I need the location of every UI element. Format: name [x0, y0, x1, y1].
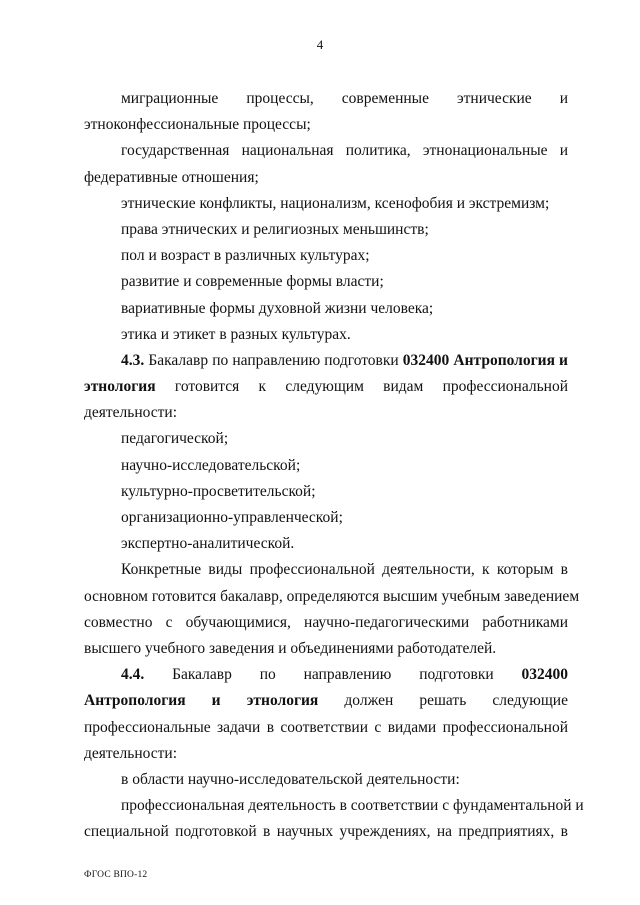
program-name: этнология — [84, 378, 156, 396]
paragraph-line: деятельности: — [84, 404, 178, 422]
list-item: развитие и современные формы власти; — [121, 273, 384, 291]
program-name: Антропология и этнология — [84, 692, 319, 710]
list-item: организационно-управленческой; — [121, 509, 343, 526]
section-text: должен решать следующие — [318, 692, 568, 710]
document-body — [84, 86, 584, 845]
section-heading-4-3 — [84, 348, 568, 374]
list-item: в области научно-исследовательской деятельности: — [121, 770, 460, 788]
paragraph-line: высшего учебного заведения и объединениями работодателей. — [84, 639, 497, 657]
paragraph-line: этноконфессиональные процессы; — [84, 116, 311, 134]
paragraph-line: федеративные отношения; — [84, 168, 259, 186]
section-text: готовится к следующим видам профессиональной — [155, 378, 568, 396]
paragraph-line: деятельности: — [84, 744, 178, 762]
paragraph-line — [84, 688, 568, 714]
section-number: 4.4. — [121, 666, 145, 684]
paragraph-line: профессиональные задачи в соответствии с видами профессиональной — [84, 718, 568, 736]
list-item: экспертно-аналитической. — [121, 535, 295, 553]
paragraph-line: миграционные процессы, современные этнические и — [121, 90, 568, 107]
list-item: научно-исследовательской; — [121, 456, 301, 474]
footer-label: ФГОС ВПО-12 — [84, 870, 148, 880]
section-text: Бакалавр по направлению подготовки — [144, 351, 403, 369]
section-heading-4-4 — [84, 662, 568, 688]
list-item: педагогической; — [121, 430, 229, 448]
paragraph-line: Конкретные виды профессиональной деятельности, к которым в — [121, 561, 568, 579]
list-item: этика и этикет в разных культурах. — [121, 325, 351, 343]
section-number: 4.3. — [121, 351, 145, 369]
list-item: пол и возраст в различных культурах; — [121, 247, 370, 265]
paragraph-line: профессиональная деятельность в соответствии с фундаментальной и — [121, 797, 584, 815]
list-item: культурно-просветительской; — [121, 482, 316, 500]
program-name: 032400 Антропология и — [402, 351, 568, 369]
list-item: права этнических и религиозных меньшинств; — [121, 220, 429, 238]
page-number: 4 — [316, 37, 324, 52]
list-item: этнические конфликты, национализм, ксенофобия и экстремизм; — [121, 194, 550, 212]
program-code: 032400 — [521, 666, 568, 684]
paragraph-line: основном готовится бакалавр, определяются высшим учебным заведением — [84, 587, 580, 605]
paragraph-line: государственная национальная политика, этнонациональные и — [121, 142, 568, 160]
section-text: Бакалавр по направлению подготовки — [144, 666, 522, 684]
list-item: вариативные формы духовной жизни человека; — [121, 299, 434, 317]
paragraph-line — [84, 374, 568, 400]
paragraph-line: специальной подготовкой в научных учреждениях, на предприятиях, в — [84, 823, 568, 841]
paragraph-line: совместно с обучающимися, научно-педагогическими работниками — [84, 613, 568, 631]
